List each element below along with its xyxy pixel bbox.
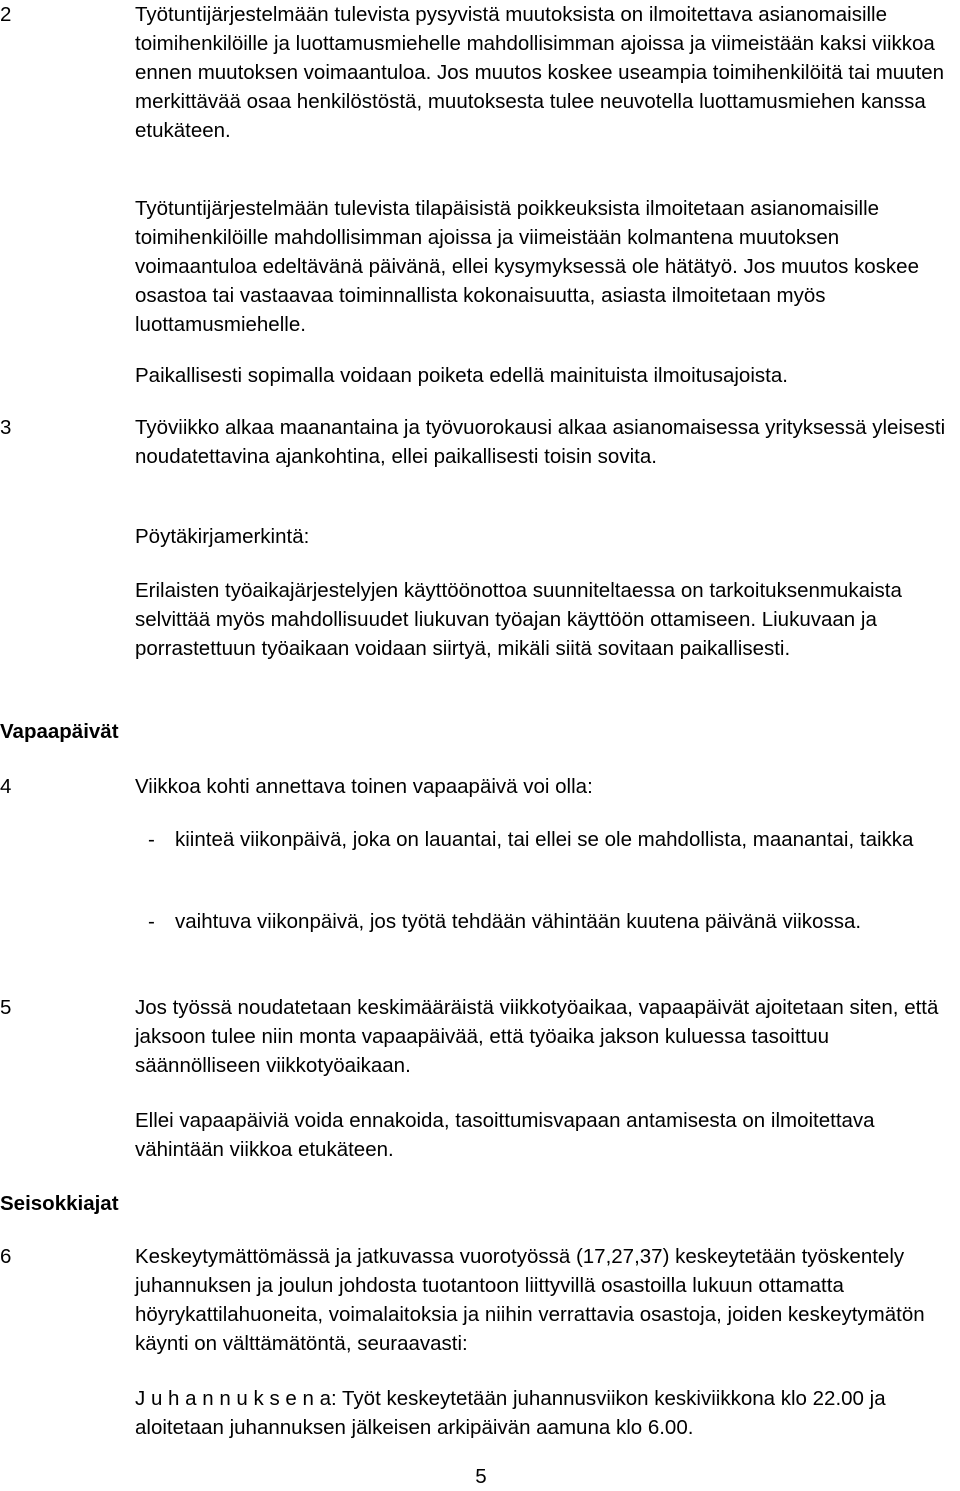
section-6-paragraph: Keskeytymättömässä ja jatkuvassa vuorotyössä (17,27,37) keskeytetään työskentely juhannuksen ja joulun johdosta tuotantoon liittyvillä osastoilla lukuun ottamatta höyrykattilahuoneita, voimalaitoksia ja niihin verrattavia osastoja, joiden keskeytymätön käynti on välttämätöntä, seuraavasti: [135, 1245, 925, 1355]
bullet-dash-2: - [148, 910, 155, 933]
section-6-number: 6 [0, 1245, 12, 1268]
section-2-paragraph-2: Työtuntijärjestelmään tulevista tilapäisistä poikkeuksista ilmoitetaan asianomaisille toimihenkilöille mahdollisimman ajoissa ja viimeistään kolmantena muutoksen voimaantuloa edeltävänä päivänä, ellei kysymyksessä ole hätätyö. Jos muutos koskee osastoa tai vastaavaa toiminnallista kokonaisuutta, asiasta ilmoitetaan myös luottamusmiehelle. [135, 197, 919, 336]
section-3-note-text: Erilaisten työaikajärjestelyjen käyttöönottoa suunniteltaessa on tarkoituksenmukaista selvittää myös mahdollisuudet liukuvan työajan käyttöön ottamiseen. Liukuvaan ja porrastettuun työaikaan voidaan siirtyä, mikäli siitä sovitaan paikallisesti. [135, 579, 902, 660]
bullet-item-2: vaihtuva viikonpäivä, jos työtä tehdään vähintään kuutena päivänä viikossa. [175, 910, 862, 933]
bullet-item-1: kiinteä viikonpäivä, joka on lauantai, tai ellei se ole mahdollista, maanantai, taikka [175, 828, 914, 851]
section-3-paragraph: Työviikko alkaa maanantaina ja työvuorokausi alkaa asianomaisessa yrityksessä yleisesti noudatettavina ajankohtina, ellei paikallisesti toisin sovita. [135, 416, 946, 468]
section-5-paragraph-1: Jos työssä noudatetaan keskimääräistä viikkotyöaikaa, vapaapäivät ajoitetaan siten, että jaksoon tulee niin monta vapaapäivää, että työaika jakson kuluessa tasoittuu säännölliseen viikkotyöaikaan. [135, 996, 939, 1077]
section-2-number: 2 [0, 3, 12, 26]
page-number: 5 [475, 1465, 487, 1488]
section-2-paragraph-3: Paikallisesti sopimalla voidaan poiketa edellä mainituista ilmoitusajoista. [135, 364, 788, 387]
section-6-juhannus: J u h a n n u k s e n a: Työt keskeytetään juhannusviikon keskiviikkona klo 22.00 ja aloitetaan juhannuksen jälkeisen arkipäivän aamuna klo 6.00. [135, 1387, 886, 1439]
heading-vapaapaivat: Vapaapäivät [0, 720, 119, 743]
section-4-number: 4 [0, 775, 12, 798]
section-5-paragraph-2: Ellei vapaapäiviä voida ennakoida, tasoittumisvapaan antamisesta on ilmoitettava vähintään viikkoa etukäteen. [135, 1109, 875, 1161]
section-4-paragraph: Viikkoa kohti annettava toinen vapaapäivä voi olla: [135, 775, 593, 798]
section-3-note-label: Pöytäkirjamerkintä: [135, 525, 310, 548]
heading-seisokkiajat: Seisokkiajat [0, 1192, 119, 1215]
section-3-number: 3 [0, 416, 12, 439]
section-2-paragraph-1: Työtuntijärjestelmään tulevista pysyvistä muutoksista on ilmoitettava asianomaisille toimihenkilöille ja luottamusmiehelle mahdollisimman ajoissa ja viimeistään kaksi viikkoa ennen muutoksen voimaantuloa. Jos muutos koskee useampia toimihenkilöitä tai muuten merkittävää osaa henkilöstöstä, muutoksesta tulee neuvotella luottamusmiehen kanssa etukäteen. [135, 3, 945, 142]
bullet-dash-1: - [148, 828, 155, 851]
section-5-number: 5 [0, 996, 12, 1019]
